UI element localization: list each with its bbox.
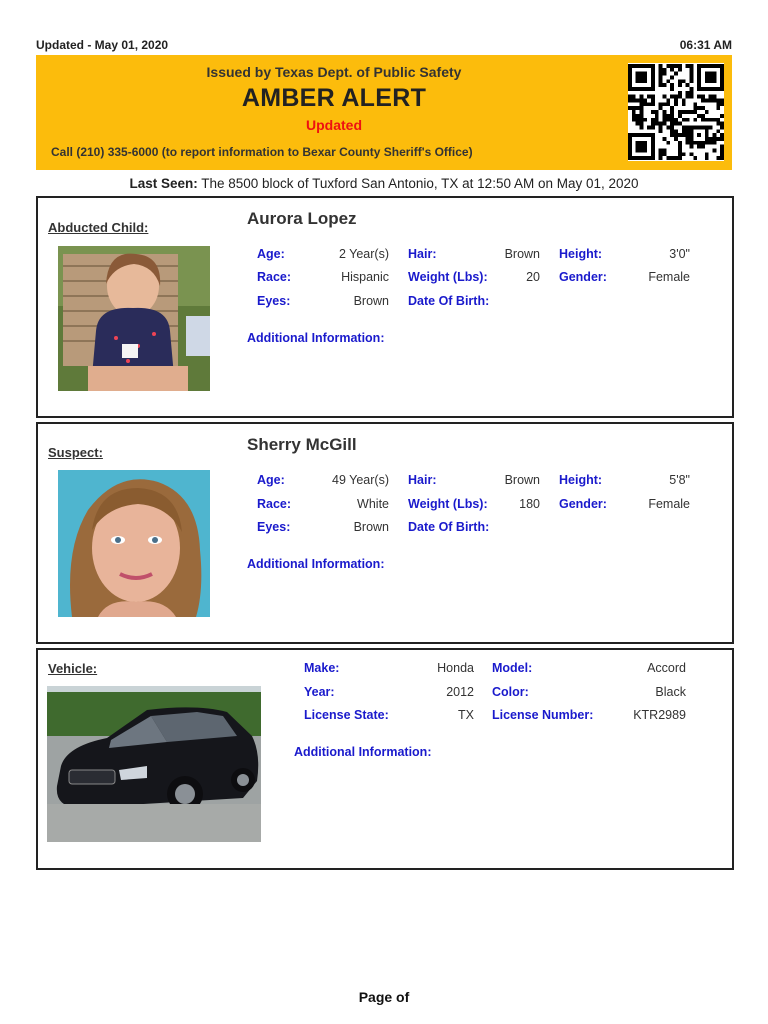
child-hair: Brown: [504, 247, 540, 261]
vehicle-license-state-label: License State:: [304, 708, 389, 722]
vehicle-photo: [47, 686, 261, 842]
suspect-gender-label: Gender:: [559, 497, 607, 511]
child-additional-label: Additional Information:: [247, 331, 385, 345]
child-hair-label: Hair:: [408, 247, 437, 261]
child-weight-label: Weight (Lbs):: [408, 270, 488, 284]
child-section-label: Abducted Child:: [48, 220, 149, 235]
last-seen-text: The 8500 block of Tuxford San Antonio, TX at 12:50 AM on May 01, 2020: [201, 176, 639, 191]
child-age: 2 Year(s): [338, 247, 389, 261]
suspect-race-label: Race:: [257, 497, 292, 511]
suspect-name: Sherry McGill: [247, 435, 357, 454]
suspect-eyes: Brown: [353, 520, 389, 534]
vehicle-color: Black: [655, 685, 686, 699]
child-height: 3'0": [669, 247, 690, 261]
last-seen-label: Last Seen:: [129, 176, 198, 191]
vehicle-model-label: Model:: [492, 661, 533, 675]
amber-alert-banner: [36, 55, 732, 170]
child-dob-label: Date Of Birth:: [408, 294, 490, 308]
child-height-label: Height:: [559, 247, 603, 261]
vehicle-additional-label: Additional Information:: [294, 745, 432, 759]
vehicle-license-state: TX: [458, 708, 474, 722]
suspect-photo: [58, 470, 210, 617]
child-photo: [58, 246, 210, 391]
vehicle-section-label: Vehicle:: [48, 661, 98, 676]
child-age-label: Age:: [257, 247, 285, 261]
child-panel: [36, 196, 734, 418]
last-seen-line: [36, 176, 732, 191]
page-footer: Page of: [358, 989, 410, 1005]
vehicle-make: Honda: [437, 661, 474, 675]
suspect-age: 49 Year(s): [332, 473, 389, 487]
issuer-text: Issued by Texas Dept. of Public Safety: [206, 64, 462, 80]
suspect-height-label: Height:: [559, 473, 603, 487]
child-gender-label: Gender:: [559, 270, 607, 284]
suspect-eyes-label: Eyes:: [257, 520, 291, 534]
call-info: Call (210) 335-6000 (to report information to Bexar County Sheriff's Office): [51, 145, 473, 159]
suspect-dob-label: Date Of Birth:: [408, 520, 490, 534]
vehicle-year-label: Year:: [304, 685, 335, 699]
suspect-weight: 180: [519, 497, 540, 511]
vehicle-color-label: Color:: [492, 685, 529, 699]
vehicle-panel: [36, 648, 734, 870]
suspect-additional-label: Additional Information:: [247, 557, 385, 571]
child-race: Hispanic: [341, 270, 389, 284]
child-gender: Female: [648, 270, 690, 284]
suspect-section-label: Suspect:: [48, 445, 103, 460]
updated-time: 06:31 AM: [679, 38, 732, 52]
suspect-age-label: Age:: [257, 473, 285, 487]
vehicle-model: Accord: [647, 661, 686, 675]
alert-title: AMBER ALERT: [241, 84, 427, 112]
suspect-gender: Female: [648, 497, 690, 511]
vehicle-make-label: Make:: [304, 661, 340, 675]
suspect-hair: Brown: [504, 473, 540, 487]
qr-code-icon[interactable]: [628, 63, 724, 161]
child-weight: 20: [526, 270, 540, 284]
child-race-label: Race:: [257, 270, 292, 284]
child-eyes-label: Eyes:: [257, 294, 291, 308]
suspect-weight-label: Weight (Lbs):: [408, 497, 488, 511]
child-name: Aurora Lopez: [247, 209, 357, 228]
alert-status: Updated: [306, 117, 362, 133]
suspect-race: White: [357, 497, 389, 511]
vehicle-year: 2012: [446, 685, 474, 699]
vehicle-license-number: KTR2989: [633, 708, 686, 722]
vehicle-license-number-label: License Number:: [492, 708, 594, 722]
suspect-panel: [36, 422, 734, 644]
child-eyes: Brown: [353, 294, 389, 308]
suspect-height: 5'8": [669, 473, 690, 487]
updated-date: Updated - May 01, 2020: [36, 38, 169, 52]
suspect-hair-label: Hair:: [408, 473, 437, 487]
